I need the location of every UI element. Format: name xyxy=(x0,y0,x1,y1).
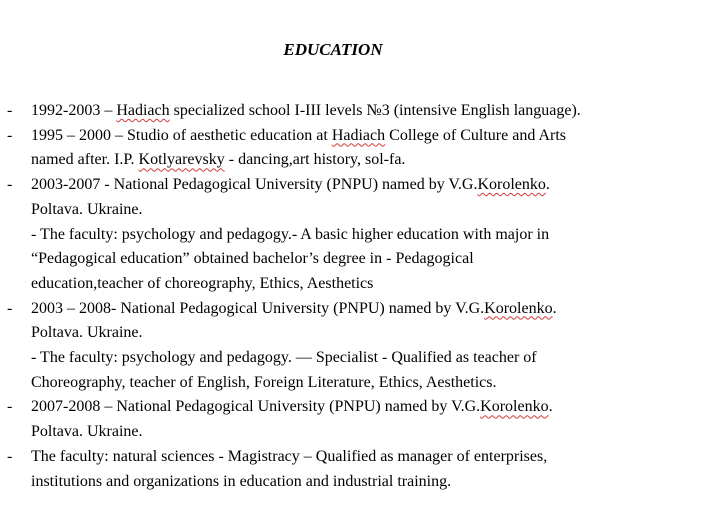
entry-text: named after. I.P. xyxy=(31,151,139,169)
education-list xyxy=(0,99,700,494)
education-entry xyxy=(0,173,700,297)
section-title: EDUCATION xyxy=(283,40,383,59)
entry-text: specialized school I-III levels №3 (intensive English language). xyxy=(169,102,581,119)
entry-text: College of Culture and Arts xyxy=(385,126,566,144)
entry-text: 1995 – 2000 – Studio of aesthetic education at xyxy=(31,126,332,144)
education-entry xyxy=(0,297,700,396)
entry-line xyxy=(31,321,700,346)
education-entry xyxy=(0,124,700,173)
entry-line xyxy=(31,223,700,248)
spellcheck-flagged-word: Hadiach xyxy=(331,126,386,144)
entry-line xyxy=(31,297,700,322)
list-bullet: - xyxy=(7,398,13,416)
education-entry xyxy=(0,445,700,494)
list-bullet: - xyxy=(7,126,13,144)
entry-text: - dancing,art history, sol-fa. xyxy=(224,151,406,169)
entry-line xyxy=(31,445,700,470)
entry-text: . xyxy=(545,176,550,194)
education-entry xyxy=(0,99,700,124)
entry-text: Choreography, teacher of English, Foreign Literature, Ethics, Aesthetics. xyxy=(31,373,497,391)
entry-text: - The faculty: psychology and pedagogy. — Specialist - Qualified as teacher of xyxy=(31,349,537,367)
entry-text: . xyxy=(548,398,553,416)
spellcheck-flagged-word: Korolenko xyxy=(484,299,553,317)
entry-line xyxy=(31,371,700,396)
entry-text: Poltava. Ukraine. xyxy=(31,200,143,218)
entry-text: . xyxy=(552,299,557,317)
entry-text: “Pedagogical education” obtained bachelor’s degree in - Pedagogical xyxy=(31,250,474,268)
entry-line xyxy=(31,173,700,198)
list-bullet: - xyxy=(7,447,13,465)
list-bullet: - xyxy=(7,299,13,317)
education-entry xyxy=(0,395,700,444)
entry-text: 1992-2003 – xyxy=(31,102,117,119)
entry-text: education,teacher of choreography, Ethics, Aesthetics xyxy=(31,274,374,292)
entry-line xyxy=(31,99,700,124)
entry-line xyxy=(31,148,700,173)
spellcheck-flagged-word: Korolenko xyxy=(477,176,546,194)
spellcheck-flagged-word: Hadiach xyxy=(116,102,170,119)
entry-text: Poltava. Ukraine. xyxy=(31,324,143,342)
list-bullet: - xyxy=(7,102,13,119)
entry-line xyxy=(31,395,700,420)
entry-line xyxy=(31,198,700,223)
entry-text: - The faculty: psychology and pedagogy.- A basic higher education with major in xyxy=(31,225,550,243)
spellcheck-flagged-word: Kotlyarevsky xyxy=(138,151,225,169)
spellcheck-flagged-word: Korolenko xyxy=(480,398,549,416)
entry-line xyxy=(31,272,700,297)
entry-line xyxy=(31,247,700,272)
entry-text: institutions and organizations in education and industrial training. xyxy=(31,472,452,490)
entry-text: Poltava. Ukraine. xyxy=(31,423,143,441)
entry-text: 2003-2007 - National Pedagogical University (PNPU) named by V.G. xyxy=(31,176,478,194)
list-bullet: - xyxy=(7,176,13,194)
entry-text: The faculty: natural sciences - Magistracy – Qualified as manager of enterprises, xyxy=(31,447,548,465)
entry-text: 2003 – 2008- National Pedagogical University (PNPU) named by V.G. xyxy=(31,299,485,317)
entry-line xyxy=(31,124,700,149)
entry-line xyxy=(31,470,700,495)
entry-text: 2007-2008 – National Pedagogical University (PNPU) named by V.G. xyxy=(31,398,481,416)
entry-line xyxy=(31,420,700,445)
entry-line xyxy=(31,346,700,371)
